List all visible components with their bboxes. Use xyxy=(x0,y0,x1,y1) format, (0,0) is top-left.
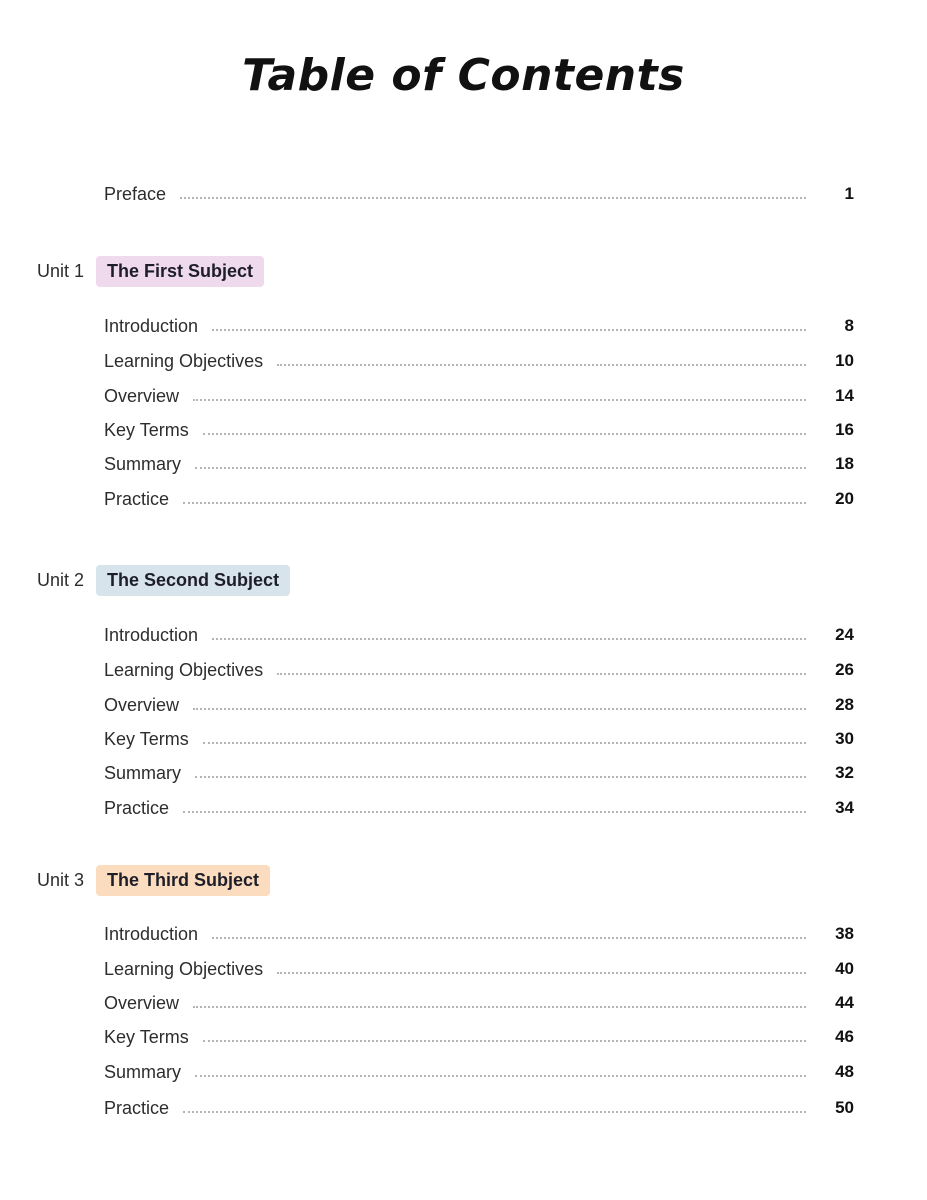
entry-label: Learning Objectives xyxy=(104,659,264,680)
toc-entry[interactable] xyxy=(104,348,854,374)
entry-page-number: 26 xyxy=(835,660,854,679)
toc-entry[interactable] xyxy=(104,795,854,821)
entry-label: Overview xyxy=(104,992,180,1013)
entry-label: Practice xyxy=(104,488,170,509)
unit-heading-3[interactable] xyxy=(37,863,270,897)
toc-entry[interactable] xyxy=(104,692,854,718)
unit-label: Unit 2 xyxy=(37,569,85,590)
entry-page-number: 24 xyxy=(835,625,854,644)
unit-heading-2[interactable] xyxy=(37,563,290,597)
toc-entry[interactable] xyxy=(104,451,854,477)
dot-leader xyxy=(212,329,806,331)
entry-page-number: 50 xyxy=(835,1098,854,1117)
entry-page-number: 38 xyxy=(835,924,854,943)
dot-leader xyxy=(203,1040,806,1042)
entry-label: Summary xyxy=(104,762,182,783)
toc-entry[interactable] xyxy=(104,1059,854,1085)
dot-leader xyxy=(195,467,806,469)
unit-subject-badge: The Second Subject xyxy=(96,565,290,596)
entry-label: Introduction xyxy=(104,315,199,336)
toc-entry[interactable] xyxy=(104,383,854,409)
entry-page-number: 32 xyxy=(835,763,854,782)
entry-label: Summary xyxy=(104,453,182,474)
entry-label: Summary xyxy=(104,1061,182,1082)
dot-leader xyxy=(180,197,806,199)
entry-label: Overview xyxy=(104,694,180,715)
toc-entry[interactable] xyxy=(104,313,854,339)
dot-leader xyxy=(195,776,806,778)
entry-page-number: 10 xyxy=(835,351,854,370)
entry-page-number: 46 xyxy=(835,1027,854,1046)
toc-entry[interactable] xyxy=(104,417,854,443)
entry-label: Key Terms xyxy=(104,419,189,440)
entry-label: Practice xyxy=(104,797,170,818)
entry-page-number: 8 xyxy=(844,316,854,335)
entry-label: Learning Objectives xyxy=(104,350,264,371)
toc-entry[interactable] xyxy=(104,1024,854,1050)
toc-entry-preface[interactable] xyxy=(104,181,854,207)
dot-leader xyxy=(193,708,806,710)
unit-subject-badge: The Third Subject xyxy=(96,865,270,896)
entry-page-number: 44 xyxy=(835,993,854,1012)
entry-label: Key Terms xyxy=(104,1026,189,1047)
dot-leader xyxy=(193,399,806,401)
toc-entry[interactable] xyxy=(104,760,854,786)
dot-leader xyxy=(277,972,806,974)
toc-entry[interactable] xyxy=(104,1095,854,1121)
dot-leader xyxy=(277,673,806,675)
entry-label: Learning Objectives xyxy=(104,958,264,979)
dot-leader xyxy=(193,1006,806,1008)
dot-leader xyxy=(203,742,806,744)
dot-leader xyxy=(183,502,806,504)
toc-entry[interactable] xyxy=(104,657,854,683)
entry-page-number: 48 xyxy=(835,1062,854,1081)
toc-entry[interactable] xyxy=(104,921,854,947)
toc-entry[interactable] xyxy=(104,726,854,752)
toc-entry[interactable] xyxy=(104,486,854,512)
entry-page-number: 34 xyxy=(835,798,854,817)
entry-page-number: 1 xyxy=(844,184,854,203)
entry-page-number: 30 xyxy=(835,729,854,748)
entry-label: Overview xyxy=(104,385,180,406)
dot-leader xyxy=(212,638,806,640)
entry-label: Preface xyxy=(104,183,167,204)
unit-label: Unit 3 xyxy=(37,869,85,890)
entry-label: Practice xyxy=(104,1097,170,1118)
entry-page-number: 18 xyxy=(835,454,854,473)
dot-leader xyxy=(183,1111,806,1113)
dot-leader xyxy=(183,811,806,813)
unit-heading-1[interactable] xyxy=(37,254,264,288)
page-title: Table of Contents xyxy=(242,50,685,101)
dot-leader xyxy=(277,364,806,366)
dot-leader xyxy=(195,1075,806,1077)
entry-page-number: 20 xyxy=(835,489,854,508)
entry-page-number: 16 xyxy=(835,420,854,439)
toc-entry[interactable] xyxy=(104,956,854,982)
toc-entry[interactable] xyxy=(104,622,854,648)
entry-label: Introduction xyxy=(104,923,199,944)
toc-entry[interactable] xyxy=(104,990,854,1016)
dot-leader xyxy=(203,433,806,435)
entry-label: Introduction xyxy=(104,624,199,645)
dot-leader xyxy=(212,937,806,939)
entry-page-number: 40 xyxy=(835,959,854,978)
unit-subject-badge: The First Subject xyxy=(96,256,264,287)
unit-label: Unit 1 xyxy=(37,260,85,281)
entry-page-number: 28 xyxy=(835,695,854,714)
entry-label: Key Terms xyxy=(104,728,189,749)
entry-page-number: 14 xyxy=(835,386,854,405)
